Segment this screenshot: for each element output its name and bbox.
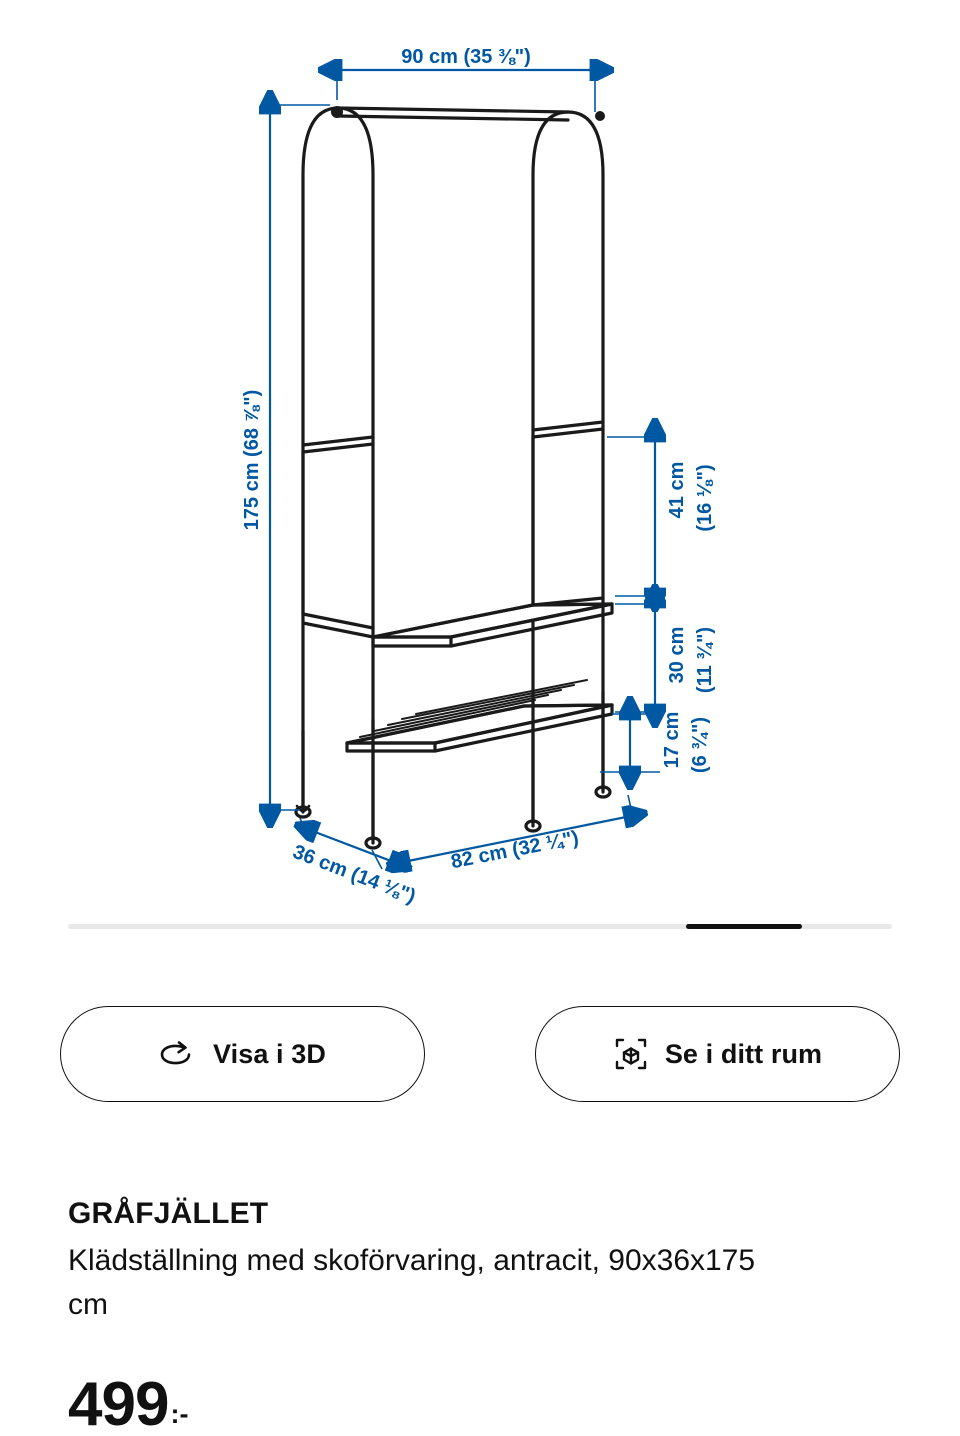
carousel-thumb[interactable] <box>686 924 802 929</box>
price-suffix: :- <box>170 1399 189 1429</box>
product-name: GRÅFJÄLLET <box>68 1197 269 1230</box>
dim-label-height-total: 175 cm (68 ⅞") <box>241 389 263 531</box>
view-in-your-room-button[interactable] <box>535 1006 900 1102</box>
price-value: 499 <box>68 1370 169 1436</box>
product-info <box>68 1195 898 1327</box>
dim-label-shelf-gap-inch: (11 ¾") <box>694 626 716 694</box>
dim-label-shoe-shelf-inch: (6 ¾") <box>689 716 711 774</box>
view-in-3d-button[interactable] <box>60 1006 425 1102</box>
dim-label-depth-bottom: 36 cm (14 ⅛") <box>289 840 419 908</box>
dim-label-hang-height: 41 cm <box>666 461 688 519</box>
product-description: Klädställning med skoförvaring, antracit, 90x36x175 cm <box>68 1243 756 1321</box>
ar-cube-icon <box>613 1036 649 1072</box>
dim-label-shoe-shelf: 17 cm <box>661 711 683 769</box>
dim-label-shelf-gap: 30 cm <box>666 626 688 684</box>
product-action-buttons <box>60 998 900 1110</box>
dim-label-width-bottom: 82 cm (32 ¼") <box>449 826 581 874</box>
dim-label-width-top: 90 cm (35 ⅜") <box>401 46 531 68</box>
rotate-3d-icon <box>159 1038 197 1070</box>
view-in-3d-label: Visa i 3D <box>213 1038 326 1069</box>
view-in-your-room-label: Se i ditt rum <box>664 1038 823 1069</box>
product-price <box>68 1370 189 1436</box>
dim-label-hang-height-inch: (16 ⅛") <box>694 464 716 532</box>
image-carousel-indicator[interactable] <box>68 924 892 930</box>
